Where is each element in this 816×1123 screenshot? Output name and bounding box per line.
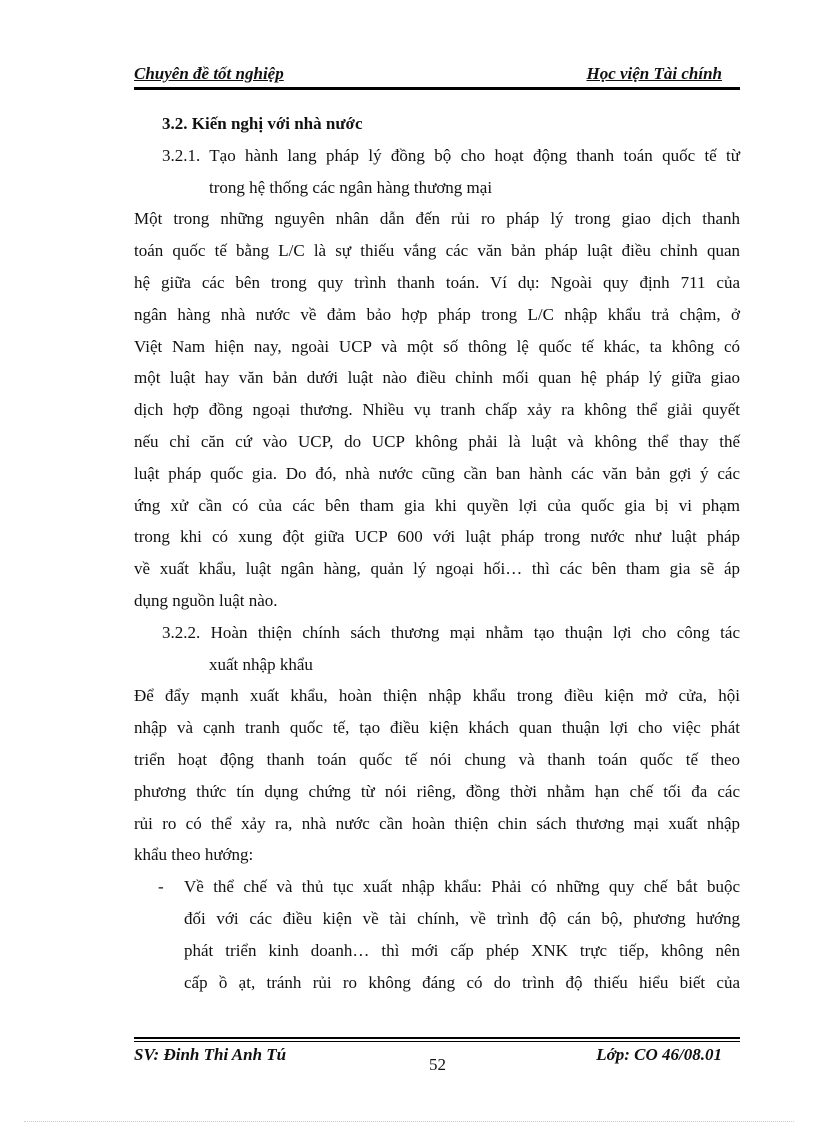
paragraph-line: nếu chỉ căn cứ vào UCP, do UCP không phải là luật và không thể thay thế	[134, 431, 740, 451]
section-heading: 3.2. Kiến nghị với nhà nước	[162, 114, 363, 133]
bullet-item	[134, 871, 740, 998]
paragraph-line: ứng xử cần có của các bên tham gia khi quyền lợi của quốc gia bị vi phạm	[134, 495, 740, 515]
paragraph-line: phương thức tín dụng chứng từ nói riêng, đồng thời nhằm hạn chế tối đa các	[134, 781, 740, 801]
subsection-heading: 3.2.1. Tạo hành lang pháp lý đồng bộ cho hoạt động thanh toán quốc tế từ	[162, 145, 740, 165]
subsection-heading-cont: xuất nhập khẩu	[209, 654, 313, 674]
page-header	[134, 62, 740, 86]
bullet-line: phát triển kinh doanh… thì mới cấp phép XNK trực tiếp, không nên	[184, 940, 740, 960]
header-rule	[134, 87, 740, 90]
class-code: Lớp: CO 46/08.01	[596, 1045, 722, 1064]
paragraph-line: về xuất khẩu, luật ngân hàng, quản lý ngoại hối… thì các bên tham gia sẽ áp	[134, 559, 740, 579]
page-footer	[134, 1045, 740, 1075]
paragraph-line: Để đẩy mạnh xuất khẩu, hoàn thiện nhập khẩu trong điều kiện mở cửa, hội	[134, 686, 740, 706]
page-number: 52	[429, 1055, 446, 1074]
header-title-left: Chuyên đề tốt nghiệp	[134, 64, 284, 83]
paragraph-line: rủi ro có thể xảy ra, nhà nước cần hoàn thiện chin sách thương mại xuất nhập	[134, 813, 740, 833]
bullet-line: đối với các điều kiện về tài chính, về trình độ cán bộ, phương hướng	[184, 908, 740, 928]
paragraph-line: Một trong những nguyên nhân dẫn đến rủi ro pháp lý trong giao dịch thanh	[134, 209, 740, 229]
paragraph-line: luật pháp quốc gia. Do đó, nhà nước cũng cần ban hành các văn bản gợi ý các	[134, 463, 740, 483]
header-title-right: Học viện Tài chính	[586, 64, 722, 83]
subsection-heading-cont: trong hệ thống các ngân hàng thương mại	[209, 177, 493, 197]
footer-rule-thin	[134, 1041, 740, 1042]
paragraph-line: trong khi có xung đột giữa UCP 600 với luật pháp trong nước như luật pháp	[134, 527, 740, 547]
paragraph-line: dịch hợp đồng ngoại thương. Nhiều vụ tranh chấp xảy ra không thể giải quyết	[134, 400, 740, 420]
footer-rule-thick	[134, 1037, 740, 1039]
paragraph-line: triển hoạt động thanh toán quốc tế nói chung và thanh toán quốc tế theo	[134, 749, 740, 769]
bullet-line: cấp ồ ạt, tránh rủi ro không đáng có do trình độ thiếu hiểu biết của	[184, 972, 740, 992]
paragraph-line: dụng nguồn luật nào.	[134, 590, 278, 610]
subsection-heading: 3.2.2. Hoàn thiện chính sách thương mại nhằm tạo thuận lợi cho công tác	[162, 622, 740, 642]
student-name: SV: Đinh Thi Anh Tú	[134, 1045, 287, 1064]
document-body	[134, 108, 740, 998]
paragraph-line: khẩu theo hướng:	[134, 845, 254, 865]
paragraph-line: hệ giữa các bên trong quy trình thanh toán. Ví dụ: Ngoài quy định 711 của	[134, 272, 740, 292]
page-edge-divider	[24, 1121, 794, 1122]
paragraph-line: Việt Nam hiện nay, ngoài UCP và một số thông lệ quốc tế khác, ta không có	[134, 336, 740, 356]
paragraph-line: ngân hàng nhà nước về đảm bảo hợp pháp trong L/C nhập khẩu trả chậm, ở	[134, 304, 740, 324]
bullet-marker: -	[158, 877, 164, 897]
paragraph-line: toán quốc tế bằng L/C là sự thiếu vắng các văn bản pháp luật điều chỉnh quan	[134, 241, 740, 261]
paragraph-line: nhập và cạnh tranh quốc tế, tạo điều kiện khách quan thuận lợi cho việc phát	[134, 718, 740, 738]
bullet-line: Về thể chế và thủ tục xuất nhập khẩu: Phải có những quy chế bắt buộc	[184, 877, 740, 897]
paragraph-line: một luật hay văn bản dưới luật nào điều chỉnh mối quan hệ pháp lý giữa giao	[134, 368, 740, 388]
